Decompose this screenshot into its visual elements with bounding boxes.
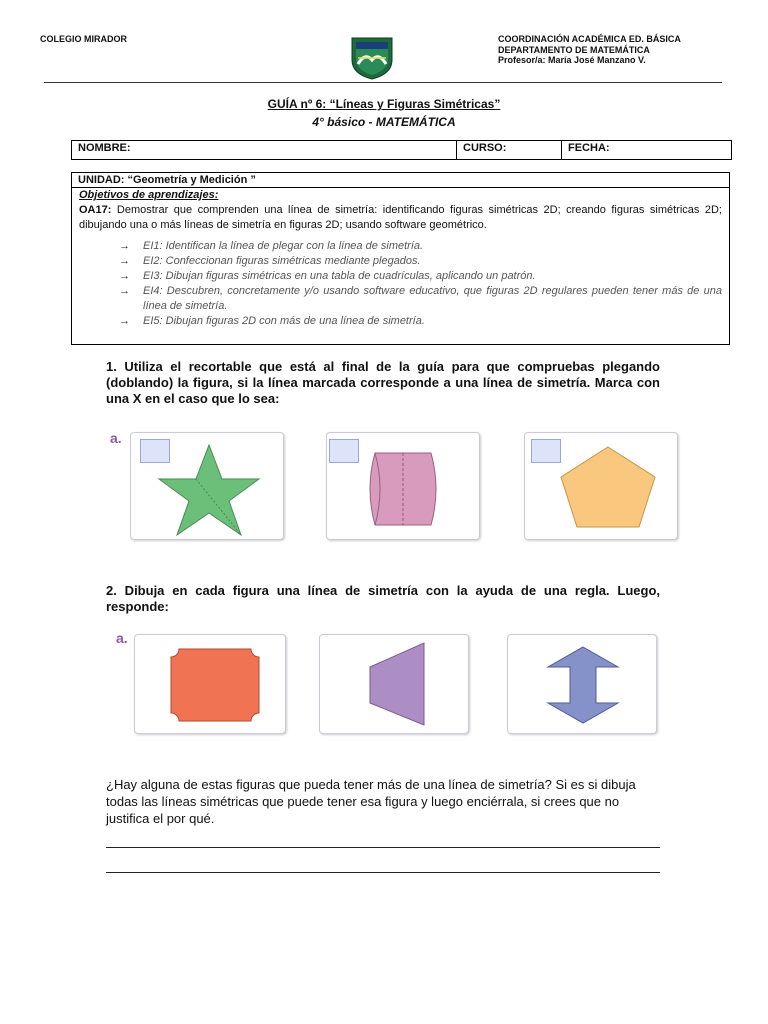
- student-info-table: [71, 140, 732, 160]
- notched-square-card: [134, 634, 286, 734]
- double-arrow-card: [507, 634, 657, 734]
- indicator-text: : Dibujan figuras simétricas en una tabla de cuadrículas, aplicando un patrón.: [159, 270, 536, 282]
- indicator-code: EI4: [143, 285, 160, 297]
- oa17-text: [79, 203, 722, 233]
- arrow-icon: →: [119, 270, 130, 282]
- indicator-code: EI5: [143, 315, 160, 327]
- unit-title: UNIDAD: “Geometría y Medición ”: [72, 173, 729, 188]
- list-item: [115, 254, 722, 269]
- indicator-text: : Confeccionan figuras simétricas mediante plegados.: [159, 255, 421, 267]
- question-2: 2. Dibuja en cada figura una línea de simetría con la ayuda de una regla. Luego, responde:: [106, 583, 660, 614]
- pentagon-card: [524, 432, 678, 540]
- indicator-text: : Dibujan figuras 2D con más de una línea de simetría.: [159, 315, 425, 327]
- guide-subtitle: 4° básico - MATEMÁTICA: [312, 115, 456, 129]
- indicator-code: EI3: [143, 270, 160, 282]
- header-right: [498, 34, 681, 66]
- list-item: [115, 284, 722, 314]
- date-field[interactable]: FECHA:: [568, 142, 610, 154]
- indicator-code: EI2: [143, 255, 160, 267]
- star-shape-icon: [153, 441, 265, 539]
- course-field[interactable]: CURSO:: [457, 141, 562, 159]
- notched-square-icon: [169, 647, 261, 723]
- department-line: DEPARTAMENTO DE MATEMÁTICA: [498, 44, 650, 55]
- oa-code: OA17:: [79, 204, 112, 216]
- list-item: [115, 239, 722, 254]
- checkbox[interactable]: [329, 439, 359, 463]
- indicator-text: : Descubren, concretamente y/o usando software educativo, que figuras 2D regulares pueden tener más de una línea de simetría.: [143, 285, 722, 312]
- trapezoid-icon: [368, 641, 428, 727]
- list-item: [115, 269, 722, 284]
- oa-description: Demostrar que comprenden una línea de simetría: identificando figuras simétricas 2D; creando figuras simétricas 2D; dibujando una o más líneas de simetría en figuras 2D; usando software geométrico.: [79, 204, 722, 231]
- question-1: 1. Utiliza el recortable que está al final de la guía para que compruebas plegando (doblando) la figura, si la línea marcada corresponde a una línea de simetría. Marca con una X en el caso que lo sea:: [106, 359, 660, 406]
- item-letter-a: a.: [110, 430, 122, 446]
- arrow-icon: →: [119, 240, 130, 252]
- star-card: [130, 432, 284, 540]
- unit-box: [71, 172, 730, 345]
- header-divider: [44, 82, 722, 83]
- indicator-code: EI1: [143, 240, 160, 252]
- school-logo: [348, 34, 396, 80]
- school-name: COLEGIO MIRADOR: [40, 34, 127, 44]
- arrow-icon: →: [119, 285, 130, 297]
- trapezoid-card: [319, 634, 469, 734]
- guide-title: GUÍA nº 6: “Líneas y Figuras Simétricas”: [267, 97, 501, 111]
- answer-line-2[interactable]: [106, 872, 660, 873]
- cylinder-shape-icon: [365, 449, 445, 529]
- coordination-line: COORDINACIÓN ACADÉMICA ED. BÁSICA: [498, 34, 681, 44]
- arrow-icon: →: [119, 255, 130, 267]
- objectives-title: Objetivos de aprendizajes:: [79, 189, 219, 201]
- reflection-question: ¿Hay alguna de estas figuras que pueda tener más de una línea de simetría? Si es si dibuja todas las líneas simétricas que puede tener esa figura y luego enciérrala, si crees que no justifica el por qué.: [106, 777, 636, 826]
- double-arrow-icon: [546, 645, 620, 725]
- indicator-list: [115, 239, 722, 329]
- name-field[interactable]: NOMBRE:: [72, 141, 457, 159]
- pentagon-shape-icon: [557, 445, 659, 531]
- cylinder-card: [326, 432, 480, 540]
- arrow-icon: →: [119, 315, 130, 327]
- answer-line-1[interactable]: [106, 847, 660, 848]
- list-item: [115, 314, 722, 329]
- teacher-line: Profesor/a: María José Manzano V.: [498, 55, 646, 65]
- indicator-text: : Identifican la línea de plegar con la línea de simetría.: [159, 240, 424, 252]
- item-letter-a-2: a.: [116, 630, 128, 646]
